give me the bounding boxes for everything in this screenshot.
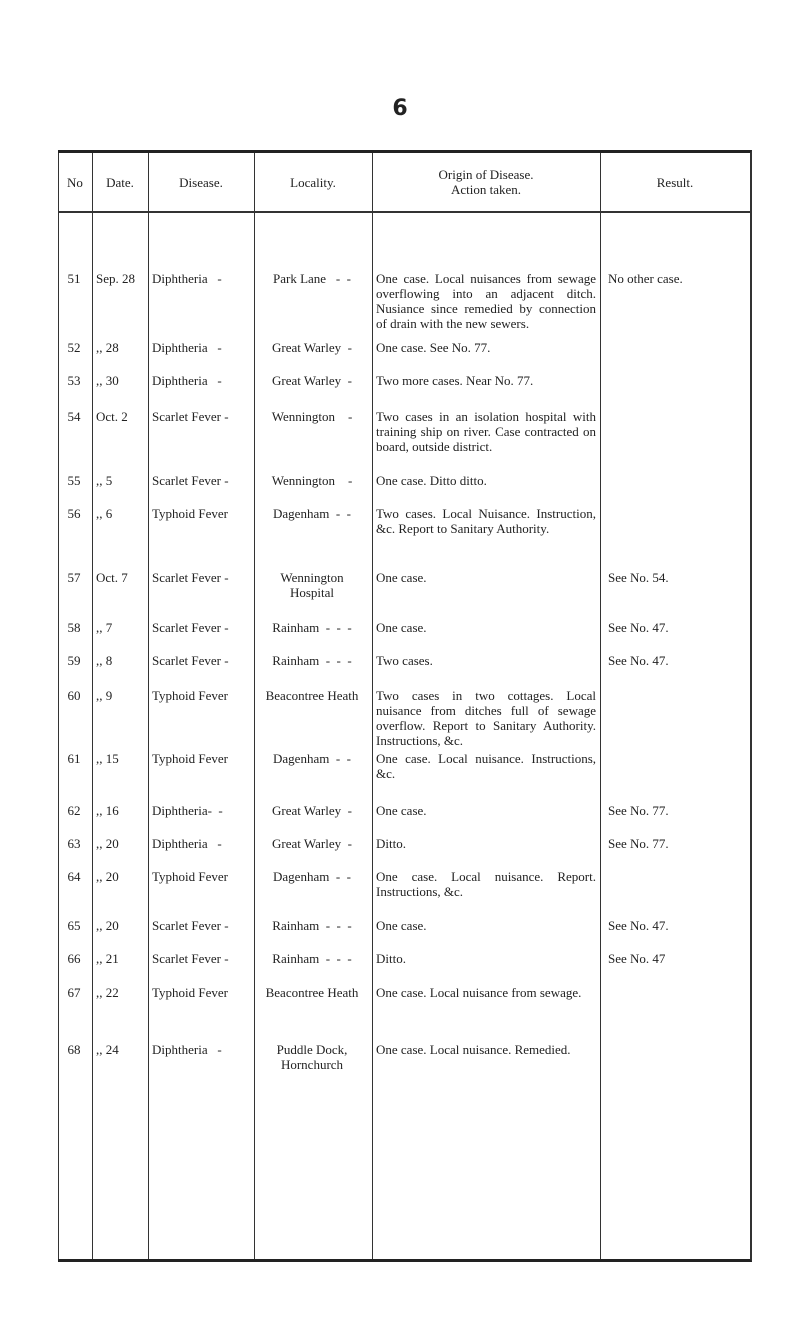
row-disease: Diphtheria -: [152, 340, 222, 355]
row-disease: Scarlet Fever -: [152, 473, 229, 488]
row-result: See No. 77.: [608, 836, 669, 851]
row-result: See No. 47.: [608, 918, 669, 933]
row-number: 57: [67, 570, 81, 585]
row-locality: Great Warley -: [272, 836, 352, 851]
row-number: 68: [67, 1042, 81, 1057]
row-locality: Beacontree Heath: [265, 985, 359, 1000]
row-result: No other case.: [608, 271, 683, 286]
row-disease: Typhoid Fever: [152, 506, 228, 521]
header-date: Date.: [106, 174, 134, 190]
row-locality: Rainham - - -: [272, 951, 352, 966]
row-action: One case. Local nuisances from sewage overflowing into an adjacent ditch. Nusiance since remedied by connection of drain with the new sewers.: [376, 271, 596, 331]
row-locality: Wennington -: [271, 409, 353, 424]
row-action: One case.: [376, 570, 427, 585]
row-action: One case. Local nuisance. Report. Instructions, &c.: [376, 869, 596, 899]
column-divider: [92, 153, 93, 1259]
row-action: One case. Local nuisance from sewage.: [376, 985, 582, 1000]
row-number: 62: [67, 803, 81, 818]
row-action: One case. Local nuisance. Remedied.: [376, 1042, 571, 1057]
header-no: No: [67, 174, 83, 190]
header-disease: Disease.: [179, 174, 223, 190]
row-locality: Dagenham - -: [273, 751, 351, 766]
header-action: Origin of Disease. Action taken.: [438, 167, 534, 197]
row-result: See No. 47.: [608, 620, 669, 635]
row-number: 64: [67, 869, 81, 884]
row-result: See No. 47: [608, 951, 666, 966]
row-result: See No. 47.: [608, 653, 669, 668]
row-disease: Typhoid Fever: [152, 688, 228, 703]
row-disease: Diphtheria -: [152, 271, 222, 286]
row-date: ,, 24: [96, 1042, 119, 1057]
column-divider: [58, 153, 59, 1259]
column-divider: [148, 153, 149, 1259]
row-date: ,, 22: [96, 985, 119, 1000]
row-date: ,, 15: [96, 751, 119, 766]
row-locality: Rainham - - -: [272, 918, 352, 933]
row-locality: Beacontree Heath: [265, 688, 359, 703]
row-result: See No. 54.: [608, 570, 669, 585]
row-locality: Rainham - - -: [272, 620, 352, 635]
row-action: One case. Ditto ditto.: [376, 473, 487, 488]
column-divider: [600, 153, 601, 1259]
row-date: ,, 5: [96, 473, 113, 488]
row-action: One case.: [376, 918, 427, 933]
row-locality: Great Warley -: [272, 803, 352, 818]
row-locality: Puddle Dock, Hornchurch: [276, 1042, 348, 1072]
row-number: 55: [67, 473, 81, 488]
row-disease: Diphtheria -: [152, 836, 222, 851]
row-disease: Typhoid Fever: [152, 985, 228, 1000]
row-disease: Diphtheria- -: [152, 803, 223, 818]
row-locality: Wennington Hospital: [280, 570, 344, 600]
row-disease: Scarlet Fever -: [152, 951, 229, 966]
row-disease: Scarlet Fever -: [152, 620, 229, 635]
column-divider: [372, 153, 373, 1259]
row-action: Two cases in two cottages. Local nuisance from ditches full of sewage overflow. Report to Sanitary Authority. Instructions, &c.: [376, 688, 596, 748]
header-result: Result.: [656, 174, 694, 190]
row-disease: Scarlet Fever -: [152, 918, 229, 933]
row-locality: Great Warley -: [272, 373, 352, 388]
row-disease: Scarlet Fever -: [152, 570, 229, 585]
row-date: ,, 9: [96, 688, 113, 703]
column-divider: [254, 153, 255, 1259]
row-disease: Typhoid Fever: [152, 869, 228, 884]
row-date: ,, 7: [96, 620, 113, 635]
row-disease: Scarlet Fever -: [152, 409, 229, 424]
row-date: ,, 21: [96, 951, 119, 966]
row-date: Oct. 2: [96, 409, 128, 424]
row-date: ,, 6: [96, 506, 113, 521]
row-date: ,, 30: [96, 373, 119, 388]
row-locality: Park Lane - -: [273, 271, 351, 286]
row-action: One case.: [376, 803, 427, 818]
row-number: 59: [67, 653, 81, 668]
row-number: 65: [67, 918, 81, 933]
row-locality: Dagenham - -: [273, 506, 351, 521]
row-number: 58: [67, 620, 81, 635]
row-locality: Dagenham - -: [273, 869, 351, 884]
row-number: 67: [67, 985, 81, 1000]
row-date: ,, 16: [96, 803, 119, 818]
row-number: 61: [67, 751, 81, 766]
disease-table: [58, 150, 752, 1262]
row-number: 66: [67, 951, 81, 966]
row-date: ,, 20: [96, 869, 119, 884]
row-number: 52: [67, 340, 81, 355]
row-date: Oct. 7: [96, 570, 128, 585]
row-action: Two cases. Local Nuisance. Instruction, &c. Report to Sanitary Authority.: [376, 506, 596, 536]
row-number: 54: [67, 409, 81, 424]
row-date: ,, 28: [96, 340, 119, 355]
row-action: One case.: [376, 620, 427, 635]
row-locality: Great Warley -: [272, 340, 352, 355]
row-action: Two cases in an isolation hospital with training ship on river. Case contracted on board, outside district.: [376, 409, 596, 454]
row-date: ,, 20: [96, 836, 119, 851]
row-number: 53: [67, 373, 81, 388]
row-action: One case. See No. 77.: [376, 340, 491, 355]
row-date: Sep. 28: [96, 271, 135, 286]
row-date: ,, 20: [96, 918, 119, 933]
row-locality: Rainham - - -: [272, 653, 352, 668]
row-number: 60: [67, 688, 81, 703]
row-result: See No. 77.: [608, 803, 669, 818]
row-locality: Wennington -: [271, 473, 353, 488]
row-action: Ditto.: [376, 836, 406, 851]
row-disease: Diphtheria -: [152, 373, 222, 388]
row-disease: Typhoid Fever: [152, 751, 228, 766]
row-number: 56: [67, 506, 81, 521]
header-rule: [58, 211, 750, 213]
row-disease: Diphtheria -: [152, 1042, 222, 1057]
header-locality: Locality.: [290, 174, 336, 190]
row-action: Ditto.: [376, 951, 406, 966]
page-number: 6: [392, 96, 408, 121]
row-action: One case. Local nuisance. Instructions, &c.: [376, 751, 596, 781]
row-disease: Scarlet Fever -: [152, 653, 229, 668]
row-number: 51: [67, 271, 81, 286]
row-action: Two cases.: [376, 653, 433, 668]
row-number: 63: [67, 836, 81, 851]
row-date: ,, 8: [96, 653, 113, 668]
row-action: Two more cases. Near No. 77.: [376, 373, 534, 388]
